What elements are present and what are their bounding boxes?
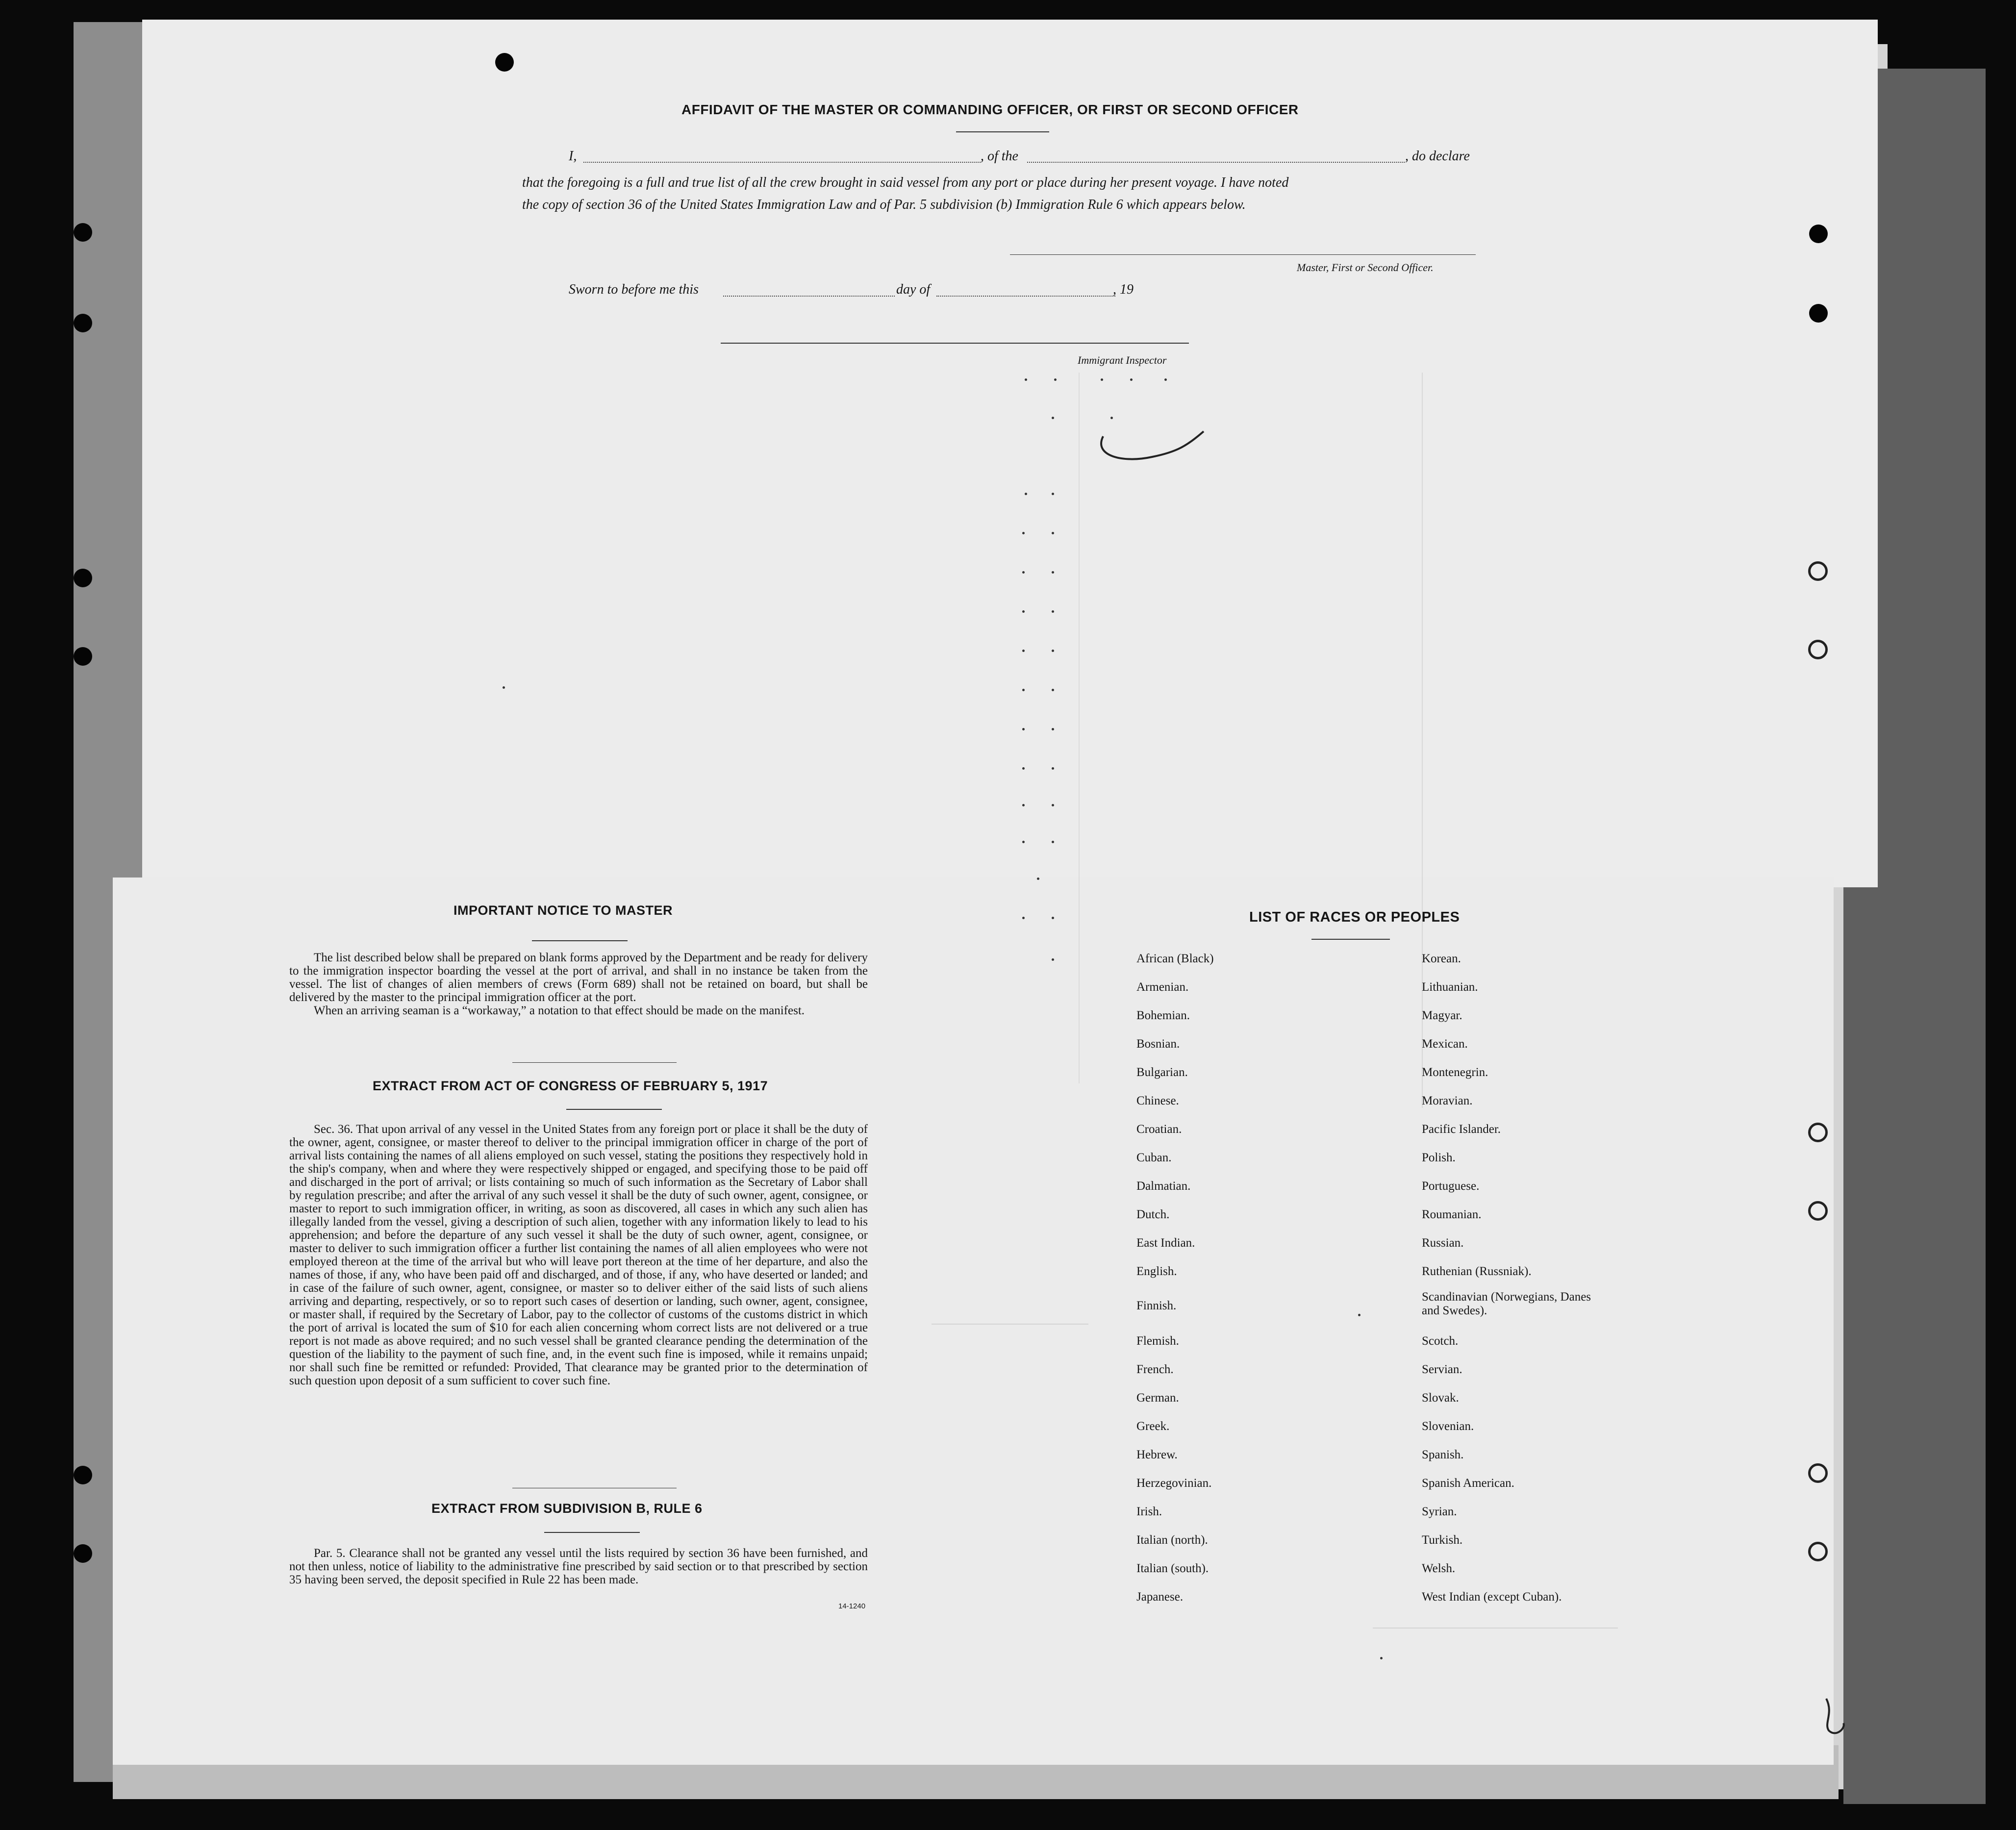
race-item: Hebrew.: [1136, 1448, 1178, 1461]
master-signature-line[interactable]: [1010, 254, 1476, 255]
extract-rule-underline: [544, 1532, 640, 1533]
race-item: West Indian (except Cuban).: [1422, 1590, 1562, 1604]
race-item: Russian.: [1422, 1236, 1464, 1250]
race-item: Chinese.: [1136, 1094, 1179, 1107]
race-item: German.: [1136, 1391, 1179, 1404]
race-item: Italian (north).: [1136, 1533, 1208, 1547]
sworn-month-blank[interactable]: [936, 296, 1115, 297]
notice-underline: [532, 940, 628, 941]
race-item: Slovenian.: [1422, 1420, 1474, 1433]
race-item: Moravian.: [1422, 1094, 1473, 1107]
race-item: East Indian.: [1136, 1236, 1195, 1250]
punch-hole: [74, 569, 92, 587]
punch-hole: [74, 1466, 92, 1484]
extract-rule-body: [289, 1547, 868, 1586]
notice-paragraph-1: The list described below shall be prepared on blank forms approved by the Department and be ready for delivery to the immigration inspector boarding the vessel at the port of arrival, and shall in no instance be taken from the vessel. The list of changes of alien members of crews (Form 689) shall not be retained on board, but shall be delivered by the master to the principal immigration officer at the port.: [289, 951, 868, 1004]
par-5-text: Par. 5. Clearance shall not be granted any vessel until the lists required by section 36 have been furnished, and not then unless, notice of liability to the administrative fine prescribed by said section or to that prescribed by section 35 having been served, the deposit specified in Rule 22 has been made.: [289, 1547, 868, 1586]
punch-hole: [1808, 1201, 1828, 1221]
punch-hole: [1808, 640, 1828, 659]
affidavit-title: AFFIDAVIT OF THE MASTER OR COMMANDING OFFICER, OR FIRST OR SECOND OFFICER: [681, 102, 1299, 117]
race-item: Scandinavian (Norwegians, Danes and Swedes).: [1422, 1290, 1591, 1317]
punch-hole: [1809, 225, 1828, 243]
form-number: 14-1240: [838, 1602, 866, 1610]
race-item: Mexican.: [1422, 1037, 1468, 1051]
punch-hole: [1808, 1123, 1828, 1142]
section-divider: [512, 1062, 677, 1063]
punch-hole: [74, 314, 92, 332]
notice-body: [289, 951, 868, 1017]
race-item: Cuban.: [1136, 1151, 1172, 1164]
race-item: Korean.: [1422, 952, 1461, 965]
punch-hole: [1808, 561, 1828, 581]
inspector-signature-line[interactable]: [721, 343, 1189, 344]
race-item: Irish.: [1136, 1505, 1162, 1518]
sworn-year: , 19: [1113, 282, 1134, 297]
race-item: Spanish American.: [1422, 1477, 1514, 1490]
punch-hole: [1809, 304, 1828, 323]
sworn-day-blank[interactable]: [723, 296, 895, 297]
master-caption: Master, First or Second Officer.: [1297, 261, 1434, 274]
punch-hole: [1808, 1463, 1828, 1483]
race-item: Polish.: [1422, 1151, 1456, 1164]
race-item: Ruthenian (Russniak).: [1422, 1265, 1532, 1278]
sworn-text: Sworn to before me this: [569, 282, 699, 297]
race-item: Japanese.: [1136, 1590, 1184, 1604]
punch-hole: [74, 647, 92, 666]
affidavit-line-3: the copy of section 36 of the United States Immigration Law and of Par. 5 subdivision (b) Immigration Rule 6 which appears below.: [522, 197, 1246, 212]
punch-hole: [74, 223, 92, 242]
race-item: French.: [1136, 1363, 1174, 1376]
race-item: Syrian.: [1422, 1505, 1457, 1518]
affidavit-line-2: that the foregoing is a full and true list of all the crew brought in said vessel from any port or place during her present voyage. I have noted: [522, 175, 1289, 190]
race-item: Lithuanian.: [1422, 980, 1478, 994]
punch-hole: [1808, 1542, 1828, 1561]
section-36-text: Sec. 36. That upon arrival of any vessel in the United States from any foreign port or place it shall be the duty of the owner, agent, consignee, or master thereof to deliver to the principal immigration officer in charge of the port of arrival lists containing the names of all aliens employed on such vessel, stating the positions they respectively hold in the ship's company, when and where they were respectively shipped or engaged, and specifying those to be paid off and discharged in the port of arrival; or lists containing so much of such information as the Secretary of Labor shall by regulation prescribe; and after the arrival of any such vessel it shall be the duty of such owner, agent, consignee, or master to report to such immigration officer, in writing, as soon as discovered, all cases in which any such alien has illegally landed from the vessel, giving a description of such alien, together with any information likely to lead to his apprehension; and before the departure of any such vessel it shall be the duty of such owner, agent, consignee, or master to deliver to such immigration officer a further list containing the names of all alien employees who were not employed thereon at the time of the arrival but who will leave port thereon at the time of her departure, and also the names of those, if any, who have been paid off and discharged, and of those, if any, who have deserted or landed; and in case of the failure of such owner, agent, consignee, or master so to deliver either of the said lists of such aliens arriving and departing, respectively, or so to report such cases of desertion or landing, such owner, agent, consignee, or master shall, if required by the Secretary of Labor, pay to the collector of customs of the customs district in which the port of arrival is located the sum of $10 for each alien concerning whom correct lists are not delivered or a true report is not made as above required; and no such vessel shall be granted clearance pending the determination of the question of the liability to the payment of such fine, and, in the event such fine is imposed, while it remains unpaid; nor shall such fine be remitted or refunded: Provided, That clearance may be granted prior to the determination of such question upon deposit of a sum sufficient to cover such fine.: [289, 1123, 868, 1387]
handwritten-numeral-icon: [1819, 1694, 1853, 1738]
race-item: Flemish.: [1136, 1334, 1179, 1348]
race-item: Bosnian.: [1136, 1037, 1180, 1051]
race-item: African (Black): [1136, 952, 1214, 965]
sworn-day-of: day of: [896, 282, 931, 297]
race-item: Dalmatian.: [1136, 1179, 1191, 1193]
affidavit-i: I,: [569, 149, 577, 164]
notice-paragraph-2: When an arriving seaman is a “workaway,” a notation to that effect should be made on the manifest.: [314, 1004, 805, 1017]
race-item: Italian (south).: [1136, 1562, 1209, 1575]
inspector-caption: Immigrant Inspector: [1078, 354, 1167, 366]
race-item: Pacific Islander.: [1422, 1123, 1501, 1136]
race-item: Herzegovinian.: [1136, 1477, 1212, 1490]
race-item: Armenian.: [1136, 980, 1189, 994]
race-item: Welsh.: [1422, 1562, 1456, 1575]
race-item: Bohemian.: [1136, 1009, 1190, 1022]
race-item: Servian.: [1422, 1363, 1462, 1376]
pencil-squiggle-icon: [1093, 426, 1211, 471]
name-blank[interactable]: [583, 162, 981, 163]
punch-hole: [495, 53, 514, 72]
punch-hole: [74, 1544, 92, 1563]
vessel-blank[interactable]: [1027, 162, 1405, 163]
race-item: Montenegrin.: [1422, 1066, 1488, 1079]
race-item: Scotch.: [1422, 1334, 1459, 1348]
extract-act-title: EXTRACT FROM ACT OF CONGRESS OF FEBRUARY 5, 1917: [373, 1078, 768, 1093]
race-item: Bulgarian.: [1136, 1066, 1188, 1079]
races-title: LIST OF RACES OR PEOPLES: [1249, 909, 1460, 925]
notice-title: IMPORTANT NOTICE TO MASTER: [454, 903, 673, 918]
race-item: Roumanian.: [1422, 1208, 1482, 1221]
extract-act-underline: [566, 1109, 662, 1110]
extract-act-body: [289, 1123, 868, 1387]
affidavit-of-the: , of the: [981, 149, 1018, 164]
race-item: Magyar.: [1422, 1009, 1462, 1022]
race-item: Portuguese.: [1422, 1179, 1480, 1193]
race-item: Finnish.: [1136, 1299, 1177, 1312]
title-underline: [956, 131, 1049, 132]
race-item: Spanish.: [1422, 1448, 1464, 1461]
race-item: Turkish.: [1422, 1533, 1463, 1547]
race-item: English.: [1136, 1265, 1177, 1278]
race-item: Slovak.: [1422, 1391, 1459, 1404]
extract-rule-title: EXTRACT FROM SUBDIVISION B, RULE 6: [431, 1501, 703, 1516]
affidavit-do-declare: , do declare: [1405, 149, 1470, 164]
races-underline: [1311, 939, 1390, 940]
race-item: Croatian.: [1136, 1123, 1182, 1136]
race-item: Dutch.: [1136, 1208, 1170, 1221]
race-item: Greek.: [1136, 1420, 1170, 1433]
